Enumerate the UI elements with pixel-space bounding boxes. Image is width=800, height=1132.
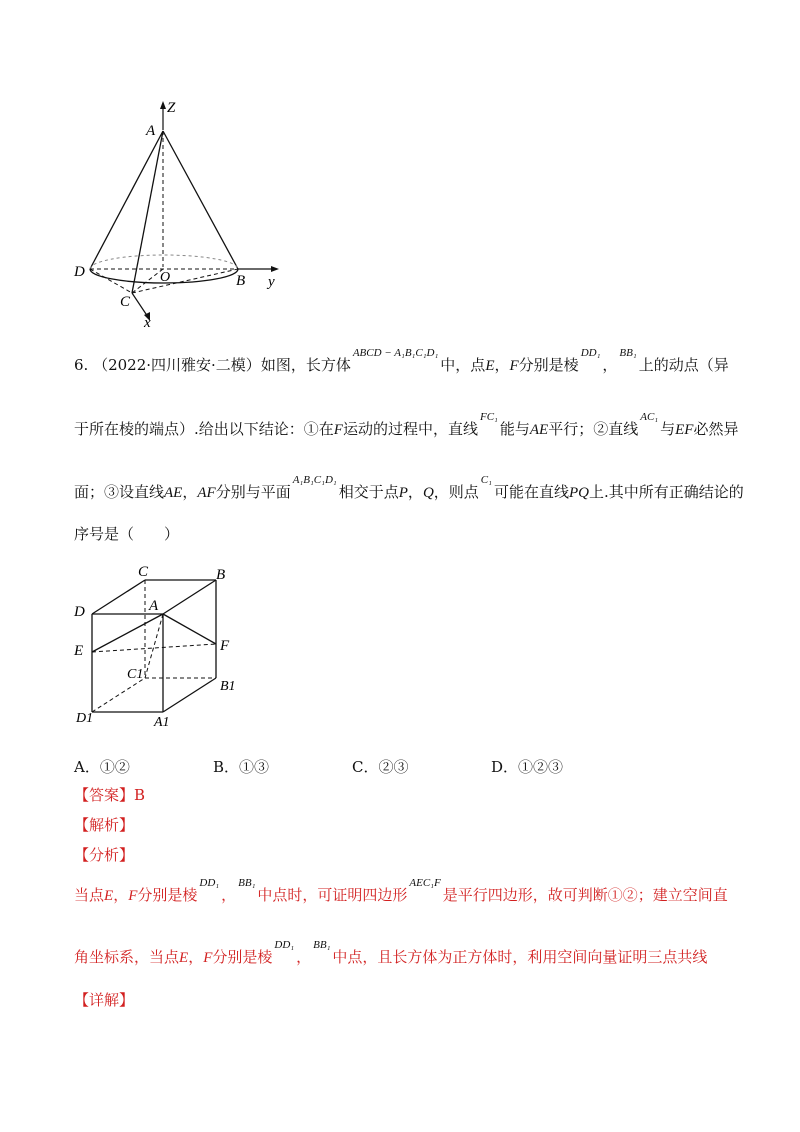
label-a: A [149, 598, 159, 614]
label-a: A [146, 123, 156, 139]
question-line-1: 6. （2022·四川雅安·二模）如图，长方体$^{ABCD - A_1B_1C_1D_1}$中，点E，F分别是棱$^{DD_1}$，$^{BB_1}$上的动点（异 [74, 347, 729, 374]
label-o: O [160, 270, 171, 285]
fenxi-line-1: 当点E，F分别是棱$^{DD_1}$，$^{BB_1}$中点时，可证明四边形$^{AEC_1F}$是平行四边形，故可判断①②；建立空间直 [74, 877, 728, 904]
label-d: D [74, 604, 85, 620]
answer-label: 【答案】 [74, 786, 135, 804]
question-line-4: 序号是（ ） [74, 525, 180, 543]
question-number: 6. [74, 356, 89, 374]
label-c: C [120, 294, 131, 310]
question-line-2: 于所在棱的端点）.给出以下结论：①在F运动的过程中，直线$^{FC_1}$能与AE平行；②直线$^{AC_1}$与EF必然异 [74, 411, 739, 438]
option-b[interactable]: B．①③ [213, 758, 270, 776]
answer [74, 785, 145, 805]
label-x: x [144, 315, 151, 331]
question-source: （2022·四川雅安·二模） [93, 356, 261, 374]
label-b: B [236, 273, 246, 289]
label-y: y [268, 274, 275, 290]
label-d: D [74, 264, 85, 280]
label-c1: C1 [127, 667, 144, 682]
label-c: C [138, 564, 149, 580]
label-e: E [74, 643, 84, 659]
fenxi-label: 【分析】 [74, 846, 135, 864]
label-b1: B1 [220, 679, 236, 694]
label-a1: A1 [154, 715, 170, 730]
option-d[interactable]: D．①②③ [491, 758, 564, 776]
fenxi-line-2: 角坐标系，当点E，F分别是棱$^{DD_1}$，$^{BB_1}$中点，且长方体为正方体时，利用空间向量证明三点共线 [74, 939, 708, 966]
box-figure [70, 560, 260, 735]
question-line-3: 面；③设直线AE，AF分别与平面$^{A_1B_1C_1D_1}$相交于点P，Q，则点$^{C_1}$可能在直线PQ上.其中所有正确结论的 [74, 474, 744, 501]
option-a[interactable]: A．①② [74, 758, 130, 776]
label-z: Z [167, 100, 176, 116]
analysis-label: 【解析】 [74, 816, 135, 834]
option-c[interactable]: C．②③ [352, 758, 409, 776]
answer-value: B [134, 786, 146, 804]
cone-figure [70, 95, 300, 335]
detail-label: 【详解】 [74, 991, 135, 1009]
label-f: F [220, 638, 230, 654]
label-b: B [216, 567, 226, 583]
label-d1: D1 [76, 711, 94, 726]
